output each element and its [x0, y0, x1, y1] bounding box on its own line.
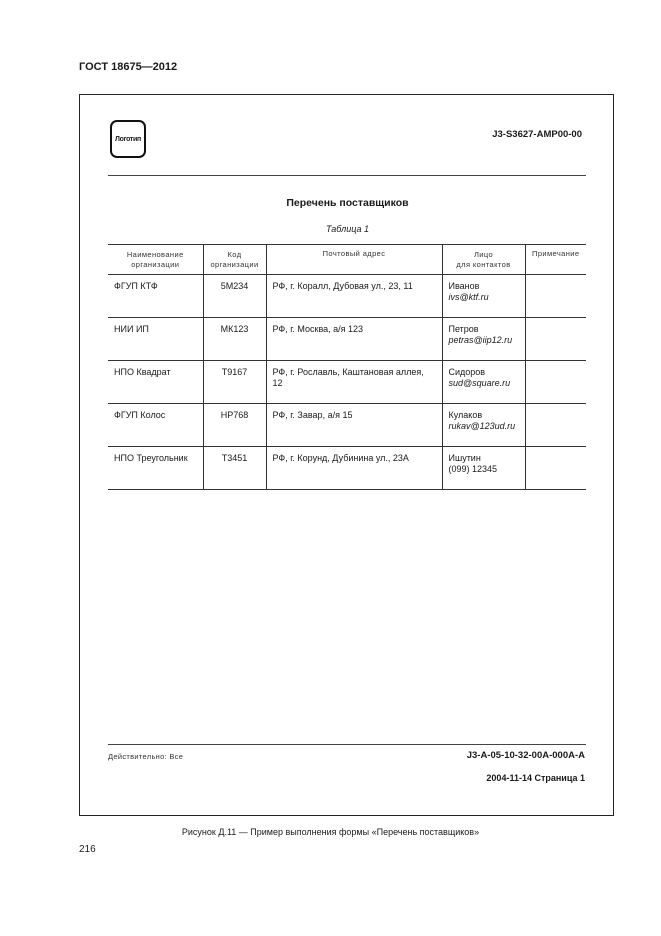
- contact-info: petras@iip12.ru: [448, 335, 513, 345]
- column-header-note: [525, 245, 586, 275]
- suppliers-table: [108, 244, 586, 490]
- contact-name: Ишутин: [448, 453, 481, 463]
- footer-divider: [108, 744, 586, 745]
- header-line: для контактов: [456, 259, 511, 269]
- header-line: Код: [227, 249, 242, 259]
- table-caption: Таблица 1: [325, 224, 369, 234]
- column-header-address: [266, 245, 442, 275]
- table-header-row: [108, 245, 586, 275]
- footer-date-page: 2004-11-14 Страница 1: [486, 773, 585, 783]
- cell-code: НР768: [203, 404, 266, 447]
- contact-name: Иванов: [448, 281, 480, 291]
- cell-org: НИИ ИП: [108, 318, 203, 361]
- contact-info: rukav@123ud.ru: [448, 421, 516, 431]
- document-code: J3-S3627-AMP00-00: [492, 129, 582, 140]
- figure-caption: Рисунок Д.11 — Пример выполнения формы «Перечень поставщиков»: [181, 827, 480, 837]
- header-line: Наименование: [126, 249, 184, 259]
- contact-info: sud@square.ru: [448, 378, 511, 388]
- table-row: [108, 447, 586, 490]
- cell-code: МК123: [203, 318, 266, 361]
- cell-org: НПО Квадрат: [108, 361, 203, 404]
- contact-name: Сидоров: [448, 367, 486, 377]
- form-title: Перечень поставщиков: [286, 197, 409, 209]
- cell-note: [525, 361, 586, 404]
- cell-org: ФГУП Колос: [108, 404, 203, 447]
- table-row: [108, 275, 586, 318]
- cell-note: [525, 275, 586, 318]
- cell-code: 5М234: [203, 275, 266, 318]
- cell-contact: [442, 404, 525, 447]
- page-number: 216: [79, 844, 96, 855]
- column-header-contact: [442, 245, 525, 275]
- header-line: Лицо: [473, 249, 494, 259]
- logo-text: Логотип: [115, 135, 141, 143]
- header-line: организации: [131, 259, 180, 269]
- cell-contact: [442, 361, 525, 404]
- validity-text: Действительно: Все: [108, 752, 184, 761]
- logo-box: [110, 120, 146, 158]
- header-line: Примечание: [532, 249, 580, 258]
- cell-address: РФ, г. Рославль, Каштановая аллея, 12: [266, 361, 442, 404]
- contact-info: ivs@ktf.ru: [448, 292, 489, 302]
- cell-org: ФГУП КТФ: [108, 275, 203, 318]
- standard-header: ГОСТ 18675—2012: [79, 61, 178, 73]
- cell-address: РФ, г. Корунд, Дубинина ул., 23А: [266, 447, 442, 490]
- document-form: [79, 94, 614, 816]
- table-row: [108, 318, 586, 361]
- cell-note: [525, 447, 586, 490]
- column-header-code: [203, 245, 266, 275]
- cell-contact: [442, 447, 525, 490]
- cell-code: Т9167: [203, 361, 266, 404]
- header-line: Почтовый адрес: [322, 249, 386, 258]
- cell-contact: [442, 318, 525, 361]
- header-divider: [108, 175, 586, 176]
- cell-note: [525, 318, 586, 361]
- contact-name: Кулаков: [448, 410, 483, 420]
- column-header-org: [108, 245, 203, 275]
- cell-address: РФ, г. Москва, а/я 123: [266, 318, 442, 361]
- footer-document-code: J3-A-05-10-32-00A-000A-A: [466, 750, 585, 761]
- cell-code: Т3451: [203, 447, 266, 490]
- header-line: организации: [210, 259, 259, 269]
- cell-address: РФ, г. Коралл, Дубовая ул., 23, 11: [266, 275, 442, 318]
- cell-org: НПО Треугольник: [108, 447, 203, 490]
- table-row: [108, 361, 586, 404]
- contact-name: Петров: [448, 324, 479, 334]
- cell-note: [525, 404, 586, 447]
- cell-contact: [442, 275, 525, 318]
- contact-info: (099) 12345: [448, 464, 498, 474]
- cell-address: РФ, г. Завар, а/я 15: [266, 404, 442, 447]
- table-row: [108, 404, 586, 447]
